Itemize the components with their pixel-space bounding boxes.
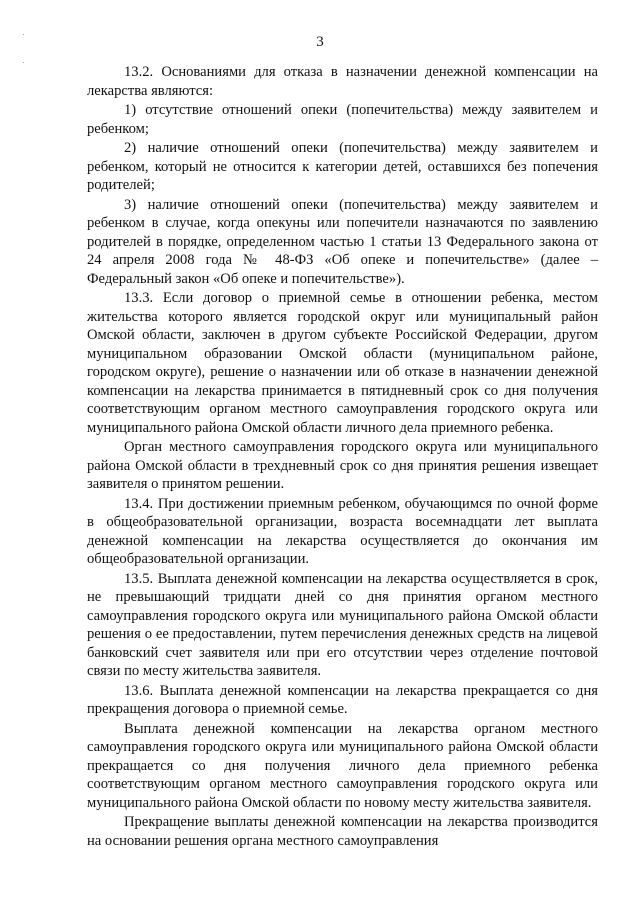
paragraph-termination: Выплата денежной компенсации на лекарства органом местного самоуправления городского округа или муниципального района Омской области прекращается со дня получения личного дела приемного ребенка соответствующим органом местного самоуправления городского округа или муниципального района Омской области по новому месту жительства заявителя. (87, 720, 598, 811)
document-body (87, 63, 598, 850)
paragraph-13-3: 13.3. Если договор о приемной семье в отношении ребенка, местом жительства которого является городской округ или муниципальный район Омской области, заключен в другом субъекте Российской Федерации, другом муниципальном образовании Омской области (муниципальном районе, городском округе), решение о назначении или об отказе в назначении денежной компенсации на лекарства принимается в пятидневный срок со дня получения соответствующим органом местного самоуправления городского округа или муниципального района Омской области личного дела приемного ребенка. (87, 290, 598, 436)
paragraph-body-authority: Орган местного самоуправления городского округа или муниципального района Омской области в трехдневный срок со дня принятия решения извещает заявителя о принятом решении. (87, 439, 598, 492)
page-number: 3 (316, 34, 324, 50)
paragraph-13-2: 13.2. Основаниями для отказа в назначении денежной компенсации на лекарства являются: (87, 64, 598, 99)
paragraph-13-6: 13.6. Выплата денежной компенсации на лекарства прекращается со дня прекращения договора о приемной семье. (87, 682, 598, 717)
paragraph-item-2: 2) наличие отношений опеки (попечительства) между заявителем и ребенком, который не относится к категории детей, оставшихся без попечения родителей; (87, 140, 598, 193)
paragraph-termination-basis: Прекращение выплаты денежной компенсации на лекарства производится на основании решения органа местного самоуправления (87, 814, 598, 849)
paragraph-13-5: 13.5. Выплата денежной компенсации на лекарства осуществляется в срок, не превышающий тридцати дней со дня принятия органом местного самоуправления городского округа или муниципального района Омской области решения о ее предоставлении, путем перечисления денежных средств на лицевой банковский счет заявителя или при его отсутствии через отделение почтовой связи по месту жительства заявителя. (87, 570, 598, 679)
paragraph-13-4: 13.4. При достижении приемным ребенком, обучающимся по очной форме в общеобразовательной организации, возраста восемнадцати лет выплата денежной компенсации на лекарства осуществляется до окончания им общеобразовательной организации. (87, 495, 598, 567)
scan-mark: · (22, 58, 25, 67)
scan-mark: · (22, 30, 25, 39)
paragraph-item-1: 1) отсутствие отношений опеки (попечительства) между заявителем и ребенком; (87, 102, 598, 137)
paragraph-item-3: 3) наличие отношений опеки (попечительства) между заявителем и ребенком в случае, когда опекуны или попечители назначаются по заявлению родителей в порядке, определенном частью 1 статьи 13 Федерального закона от 24 апреля 2008 года № 48-ФЗ «Об опеке и попечительстве» (далее – Федеральный закон «Об опеке и попечительстве»). (87, 196, 598, 287)
